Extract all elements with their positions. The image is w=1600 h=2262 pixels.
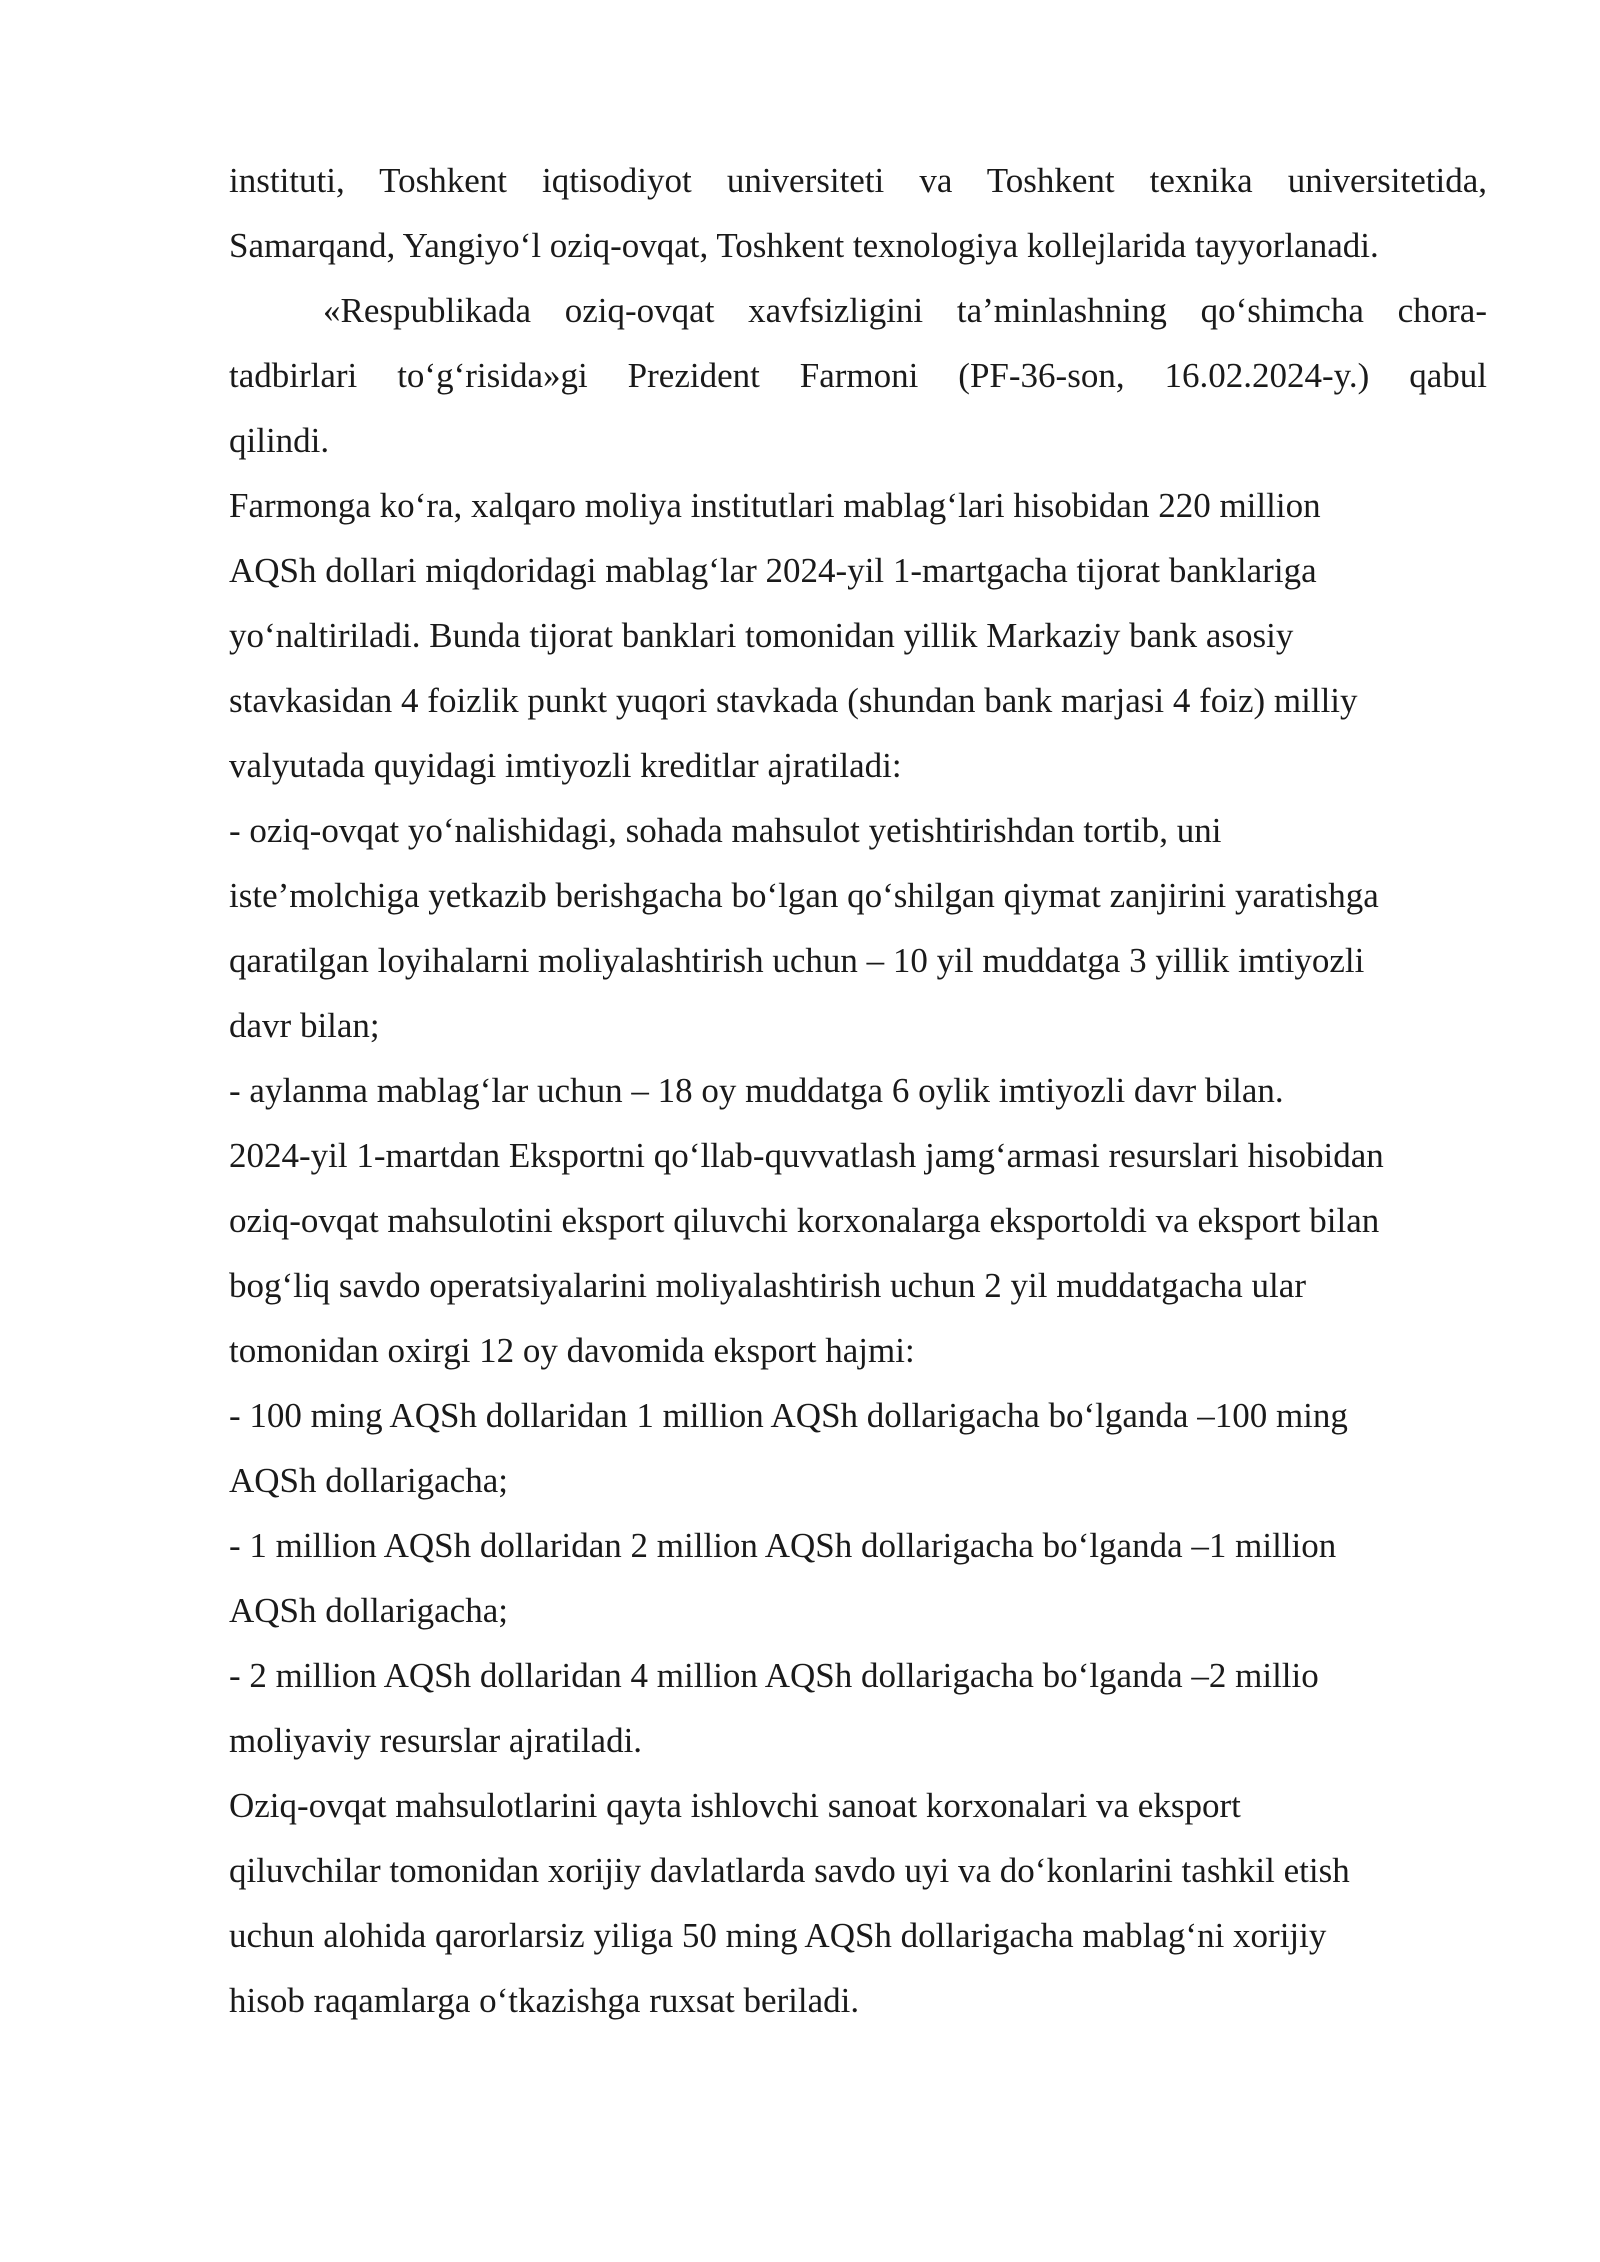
text-line: moliyaviy resurslar ajratiladi.	[229, 1721, 643, 1760]
text-line: 2024-yil 1-martdan Eksportni qo‘llab-quvvatlash jamg‘armasi resurslari hisobidan	[229, 1136, 1384, 1175]
text-line: - 2 million AQSh dollaridan 4 million AQSh dollarigacha bo‘lganda –2 millio	[229, 1656, 1319, 1695]
document-page	[229, 148, 1487, 2033]
text-line: oziq-ovqat mahsulotini eksport qiluvchi korxonalarga eksportoldi va eksport bilan	[229, 1201, 1380, 1240]
text-line: bog‘liq savdo operatsiyalarini moliyalashtirish uchun 2 yil muddatgacha ular	[229, 1266, 1306, 1305]
text-line: AQSh dollari miqdoridagi mablag‘lar 2024-yil 1-martgacha tijorat banklariga	[229, 551, 1317, 590]
text-line: Farmonga ko‘ra, xalqaro moliya institutlari mablag‘lari hisobidan 220 million	[229, 486, 1321, 525]
text-line: davr bilan;	[229, 1006, 380, 1045]
text-line: - 100 ming AQSh dollaridan 1 million AQSh dollarigacha bo‘lganda –100 ming	[229, 1396, 1348, 1435]
text-line: yo‘naltiriladi. Bunda tijorat banklari tomonidan yillik Markaziy bank asosiy	[229, 616, 1294, 655]
text-line: tadbirlari to‘g‘risida»gi Prezident Farmoni (PF-36-son, 16.02.2024-y.) qabul	[229, 356, 1487, 395]
text-line: qilindi.	[229, 421, 330, 460]
text-line: qaratilgan loyihalarni moliyalashtirish uchun – 10 yil muddatga 3 yillik imtiyozli	[229, 941, 1365, 980]
text-line: iste’molchiga yetkazib berishgacha bo‘lgan qo‘shilgan qiymat zanjirini yaratishga	[229, 876, 1379, 915]
text-line: Oziq-ovqat mahsulotlarini qayta ishlovchi sanoat korxonalari va eksport	[229, 1786, 1241, 1825]
text-line: uchun alohida qarorlarsiz yiliga 50 ming AQSh dollarigacha mablag‘ni xorijiy	[229, 1916, 1327, 1955]
text-line: instituti, Toshkent iqtisodiyot universiteti va Toshkent texnika universitetida,	[229, 161, 1487, 200]
text-line: «Respublikada oziq-ovqat xavfsizligini ta’minlashning qo‘shimcha chora-	[323, 291, 1487, 330]
text-line: hisob raqamlarga o‘tkazishga ruxsat beriladi.	[229, 1981, 860, 2020]
text-line: Samarqand, Yangiyo‘l oziq-ovqat, Toshkent texnologiya kollejlarida tayyorlanadi.	[229, 226, 1379, 265]
text-line: stavkasidan 4 foizlik punkt yuqori stavkada (shundan bank marjasi 4 foiz) milliy	[229, 681, 1358, 720]
text-line: - 1 million AQSh dollaridan 2 million AQSh dollarigacha bo‘lganda –1 million	[229, 1526, 1337, 1565]
text-line: AQSh dollarigacha;	[229, 1591, 508, 1630]
text-line: - aylanma mablag‘lar uchun – 18 oy muddatga 6 oylik imtiyozli davr bilan.	[229, 1071, 1284, 1110]
text-line: qiluvchilar tomonidan xorijiy davlatlarda savdo uyi va do‘konlarini tashkil etish	[229, 1851, 1350, 1890]
text-line: AQSh dollarigacha;	[229, 1461, 508, 1500]
text-line: - oziq-ovqat yo‘nalishidagi, sohada mahsulot yetishtirishdan tortib, uni	[229, 811, 1222, 850]
text-line: valyutada quyidagi imtiyozli kreditlar ajratiladi:	[229, 746, 902, 785]
text-line: tomonidan oxirgi 12 oy davomida eksport hajmi:	[229, 1331, 915, 1370]
